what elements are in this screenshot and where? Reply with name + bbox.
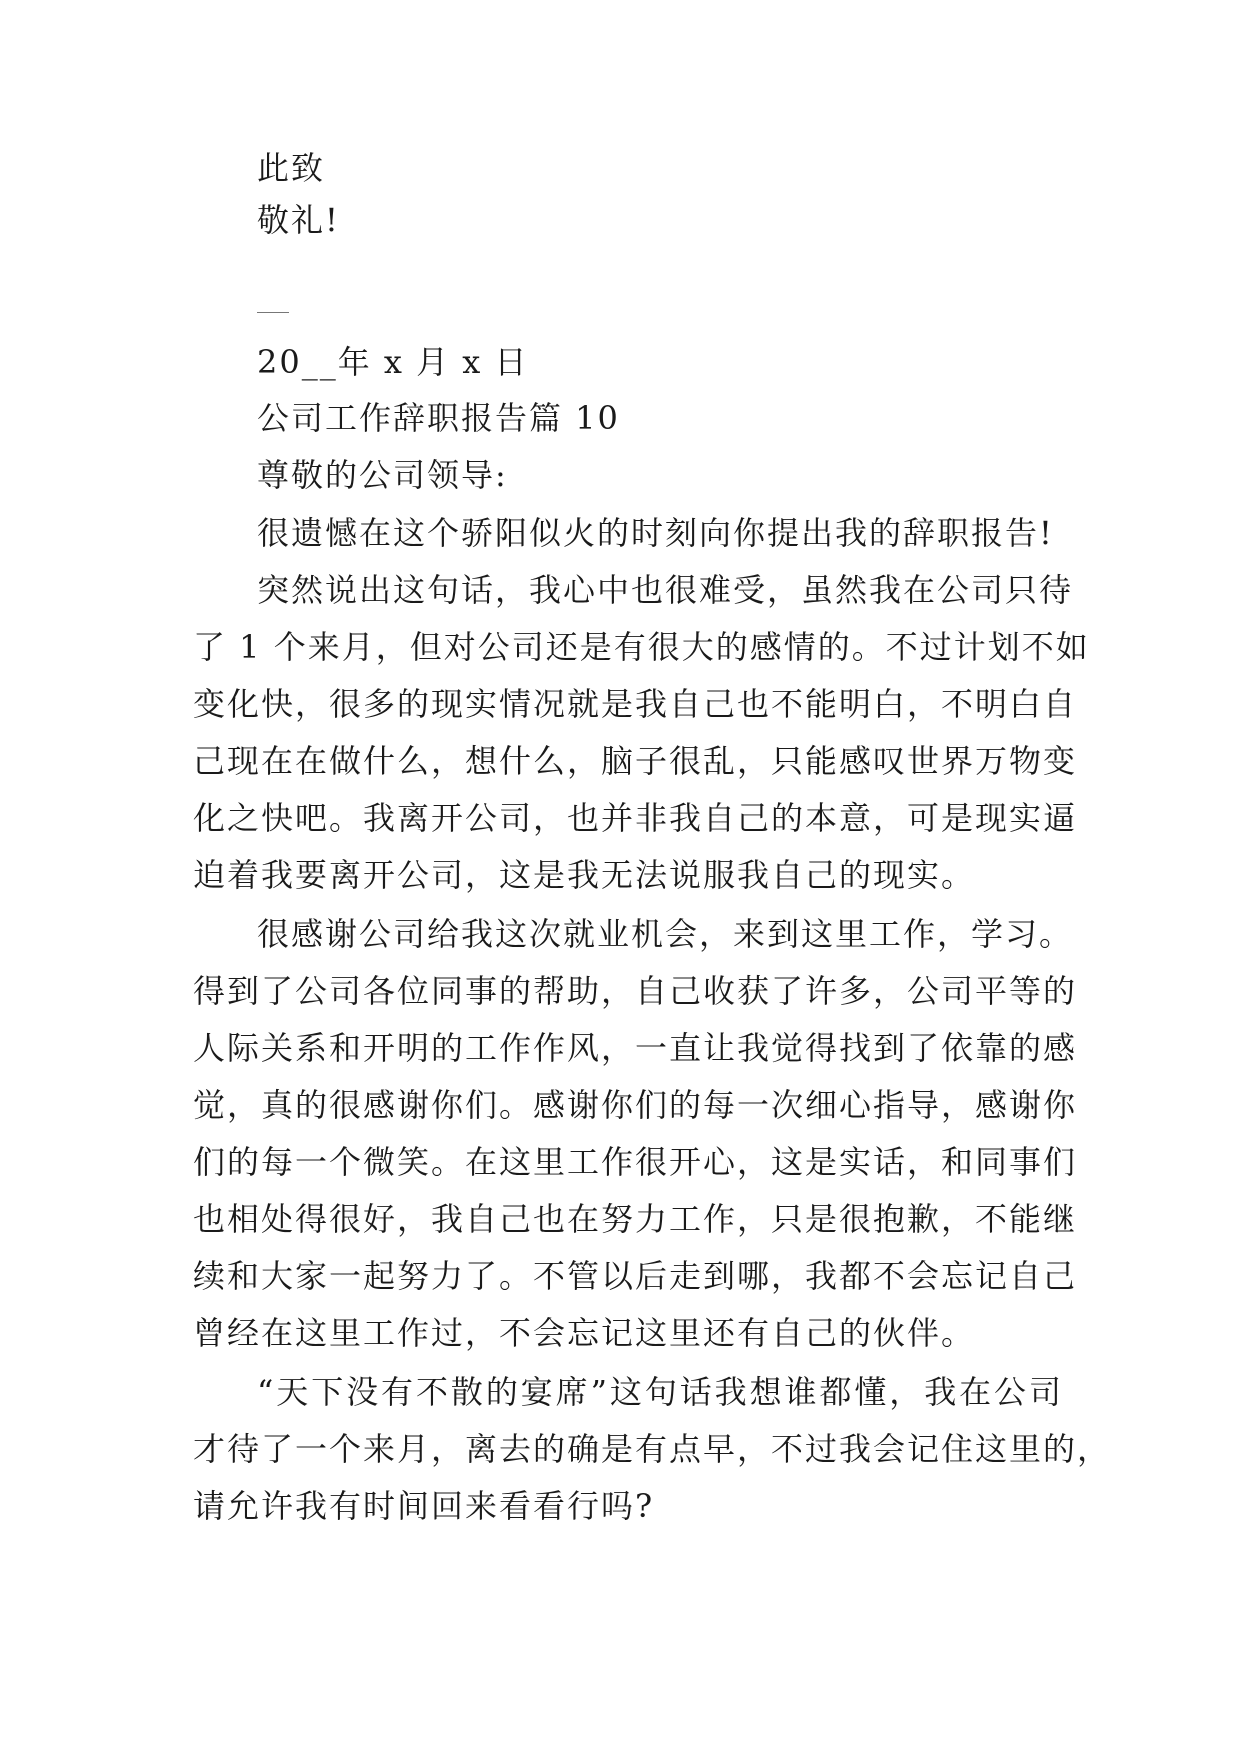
paragraph-4-line: 请允许我有时间回来看看行吗? xyxy=(193,1487,655,1525)
paragraph-4-line: “天下没有不散的宴席”这句话我想谁都懂，我在公司 xyxy=(257,1373,1063,1411)
paragraph-3-line: 续和大家一起努力了。不管以后走到哪，我都不会忘记自己 xyxy=(193,1257,1078,1295)
paragraph-3-line: 得到了公司各位同事的帮助，自己收获了许多，公司平等的 xyxy=(193,972,1078,1010)
paragraph-1: 很遗憾在这个骄阳似火的时刻向你提出我的辞职报告! xyxy=(257,514,1054,552)
paragraph-3-line: 们的每一个微笑。在这里工作很开心，这是实话，和同事们 xyxy=(193,1143,1078,1181)
salutation-line-2: 敬礼! xyxy=(257,201,340,239)
date-line: 20__年 x 月 x 日 xyxy=(257,343,529,381)
report-title: 公司工作辞职报告篇 10 xyxy=(257,399,620,437)
paragraph-2-line: 突然说出这句话，我心中也很难受，虽然我在公司只待 xyxy=(257,571,1074,609)
paragraph-2-line: 变化快，很多的现实情况就是我自己也不能明白，不明白自 xyxy=(193,685,1078,723)
paragraph-3-line: 很感谢公司给我这次就业机会，来到这里工作，学习。 xyxy=(257,915,1074,953)
paragraph-3-line: 人际关系和开明的工作作风，一直让我觉得找到了依靠的感 xyxy=(193,1029,1078,1067)
salutation-line-1: 此致 xyxy=(257,149,326,187)
paragraph-2-line: 了 1 个来月，但对公司还是有很大的感情的。不过计划不如 xyxy=(193,628,1090,666)
paragraph-3-line: 觉，真的很感谢你们。感谢你们的每一次细心指导，感谢你 xyxy=(193,1086,1078,1124)
paragraph-4-line: 才待了一个来月，离去的确是有点早，不过我会记住这里的， xyxy=(193,1430,1112,1468)
greeting: 尊敬的公司领导: xyxy=(257,456,508,494)
paragraph-2-line: 迫着我要离开公司，这是我无法说服我自己的现实。 xyxy=(193,856,976,894)
paragraph-3-line: 也相处得很好，我自己也在努力工作，只是很抱歉，不能继 xyxy=(193,1200,1078,1238)
paragraph-2-line: 己现在在做什么，想什么，脑子很乱，只能感叹世界万物变 xyxy=(193,742,1078,780)
paragraph-3-line: 曾经在这里工作过，不会忘记这里还有自己的伙伴。 xyxy=(193,1314,976,1352)
paragraph-2-line: 化之快吧。我离开公司，也并非我自己的本意，可是现实逼 xyxy=(193,799,1078,837)
signature-blank xyxy=(257,312,289,313)
